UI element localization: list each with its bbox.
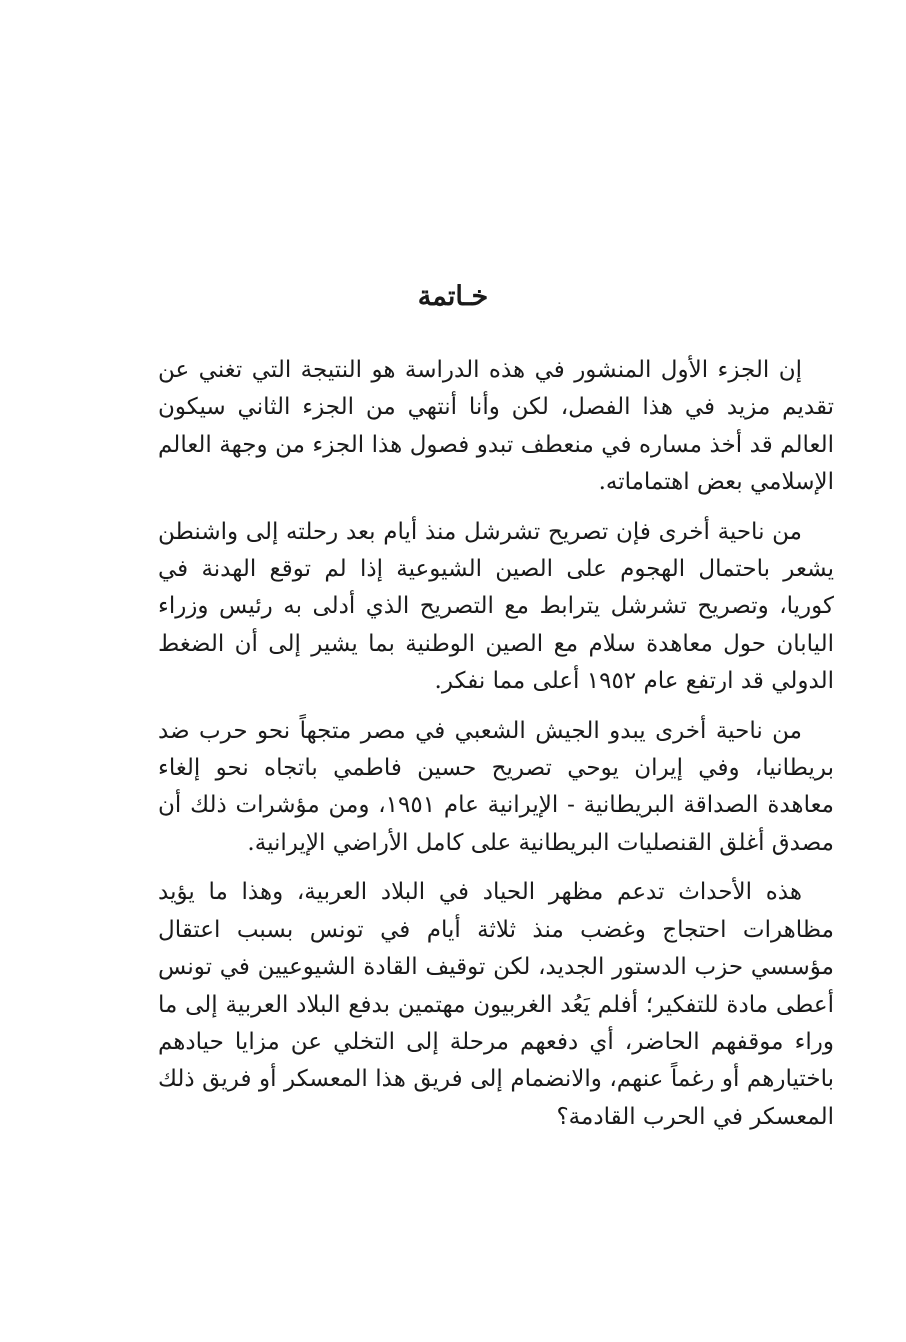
body-text: [158, 352, 834, 1148]
paragraph-4: هذه الأحداث تدعم مظهر الحياد في البلاد العربية، وهذا ما يؤيد مظاهرات احتجاج وغضب منذ ثلاثة أيام في تونس بسبب اعتقال مؤسسي حزب الدستور الجديد، لكن توقيف القادة الشيوعيين في تونس أعطى مادة للتفكير؛ أفلم يَعُد الغربيون مهتمين بدفع البلاد العربية إلى ما وراء موقفهم الحاضر، أي دفعهم مرحلة إلى التخلي عن مزايا حيادهم باختيارهم أو رغماً عنهم، والانضمام إلى فريق هذا المعسكر أو فريق ذلك المعسكر في الحرب القادمة؟: [158, 879, 834, 1130]
paragraph-1: إن الجزء الأول المنشور في هذه الدراسة هو النتيجة التي تغني عن تقديم مزيد في هذا الفصل، لكن وأنا أنتهي من الجزء الثاني سيكون العالم قد أخذ مساره في منعطف تبدو فصول هذا الجزء من وجهة العالم الإسلامي بعض اهتماماته.: [158, 357, 834, 496]
paragraph-3: من ناحية أخرى يبدو الجيش الشعبي في مصر متجهاً نحو حرب ضد بريطانيا، وفي إيران يوحي تصريح حسين فاطمي باتجاه نحو إلغاء معاهدة الصداقة البريطانية - الإيرانية عام ١٩٥١، ومن مؤشرات ذلك أن مصدق أغلق القنصليات البريطانية على كامل الأراضي الإيرانية.: [158, 717, 834, 856]
paragraph-2: من ناحية أخرى فإن تصريح تشرشل منذ أيام بعد رحلته إلى واشنطن يشعر باحتمال الهجوم على الصين الشيوعية إذا لم توقع الهدنة في كوريا، وتصريح تشرشل يترابط مع التصريح الذي أدلى به رئيس وزراء اليابان حول معاهدة سلام مع الصين الوطنية بما يشير إلى أن الضغط الدولي قد ارتفع عام ١٩٥٢ أعلى مما نفكر.: [158, 518, 834, 695]
chapter-title: خـاتمة: [417, 281, 489, 312]
